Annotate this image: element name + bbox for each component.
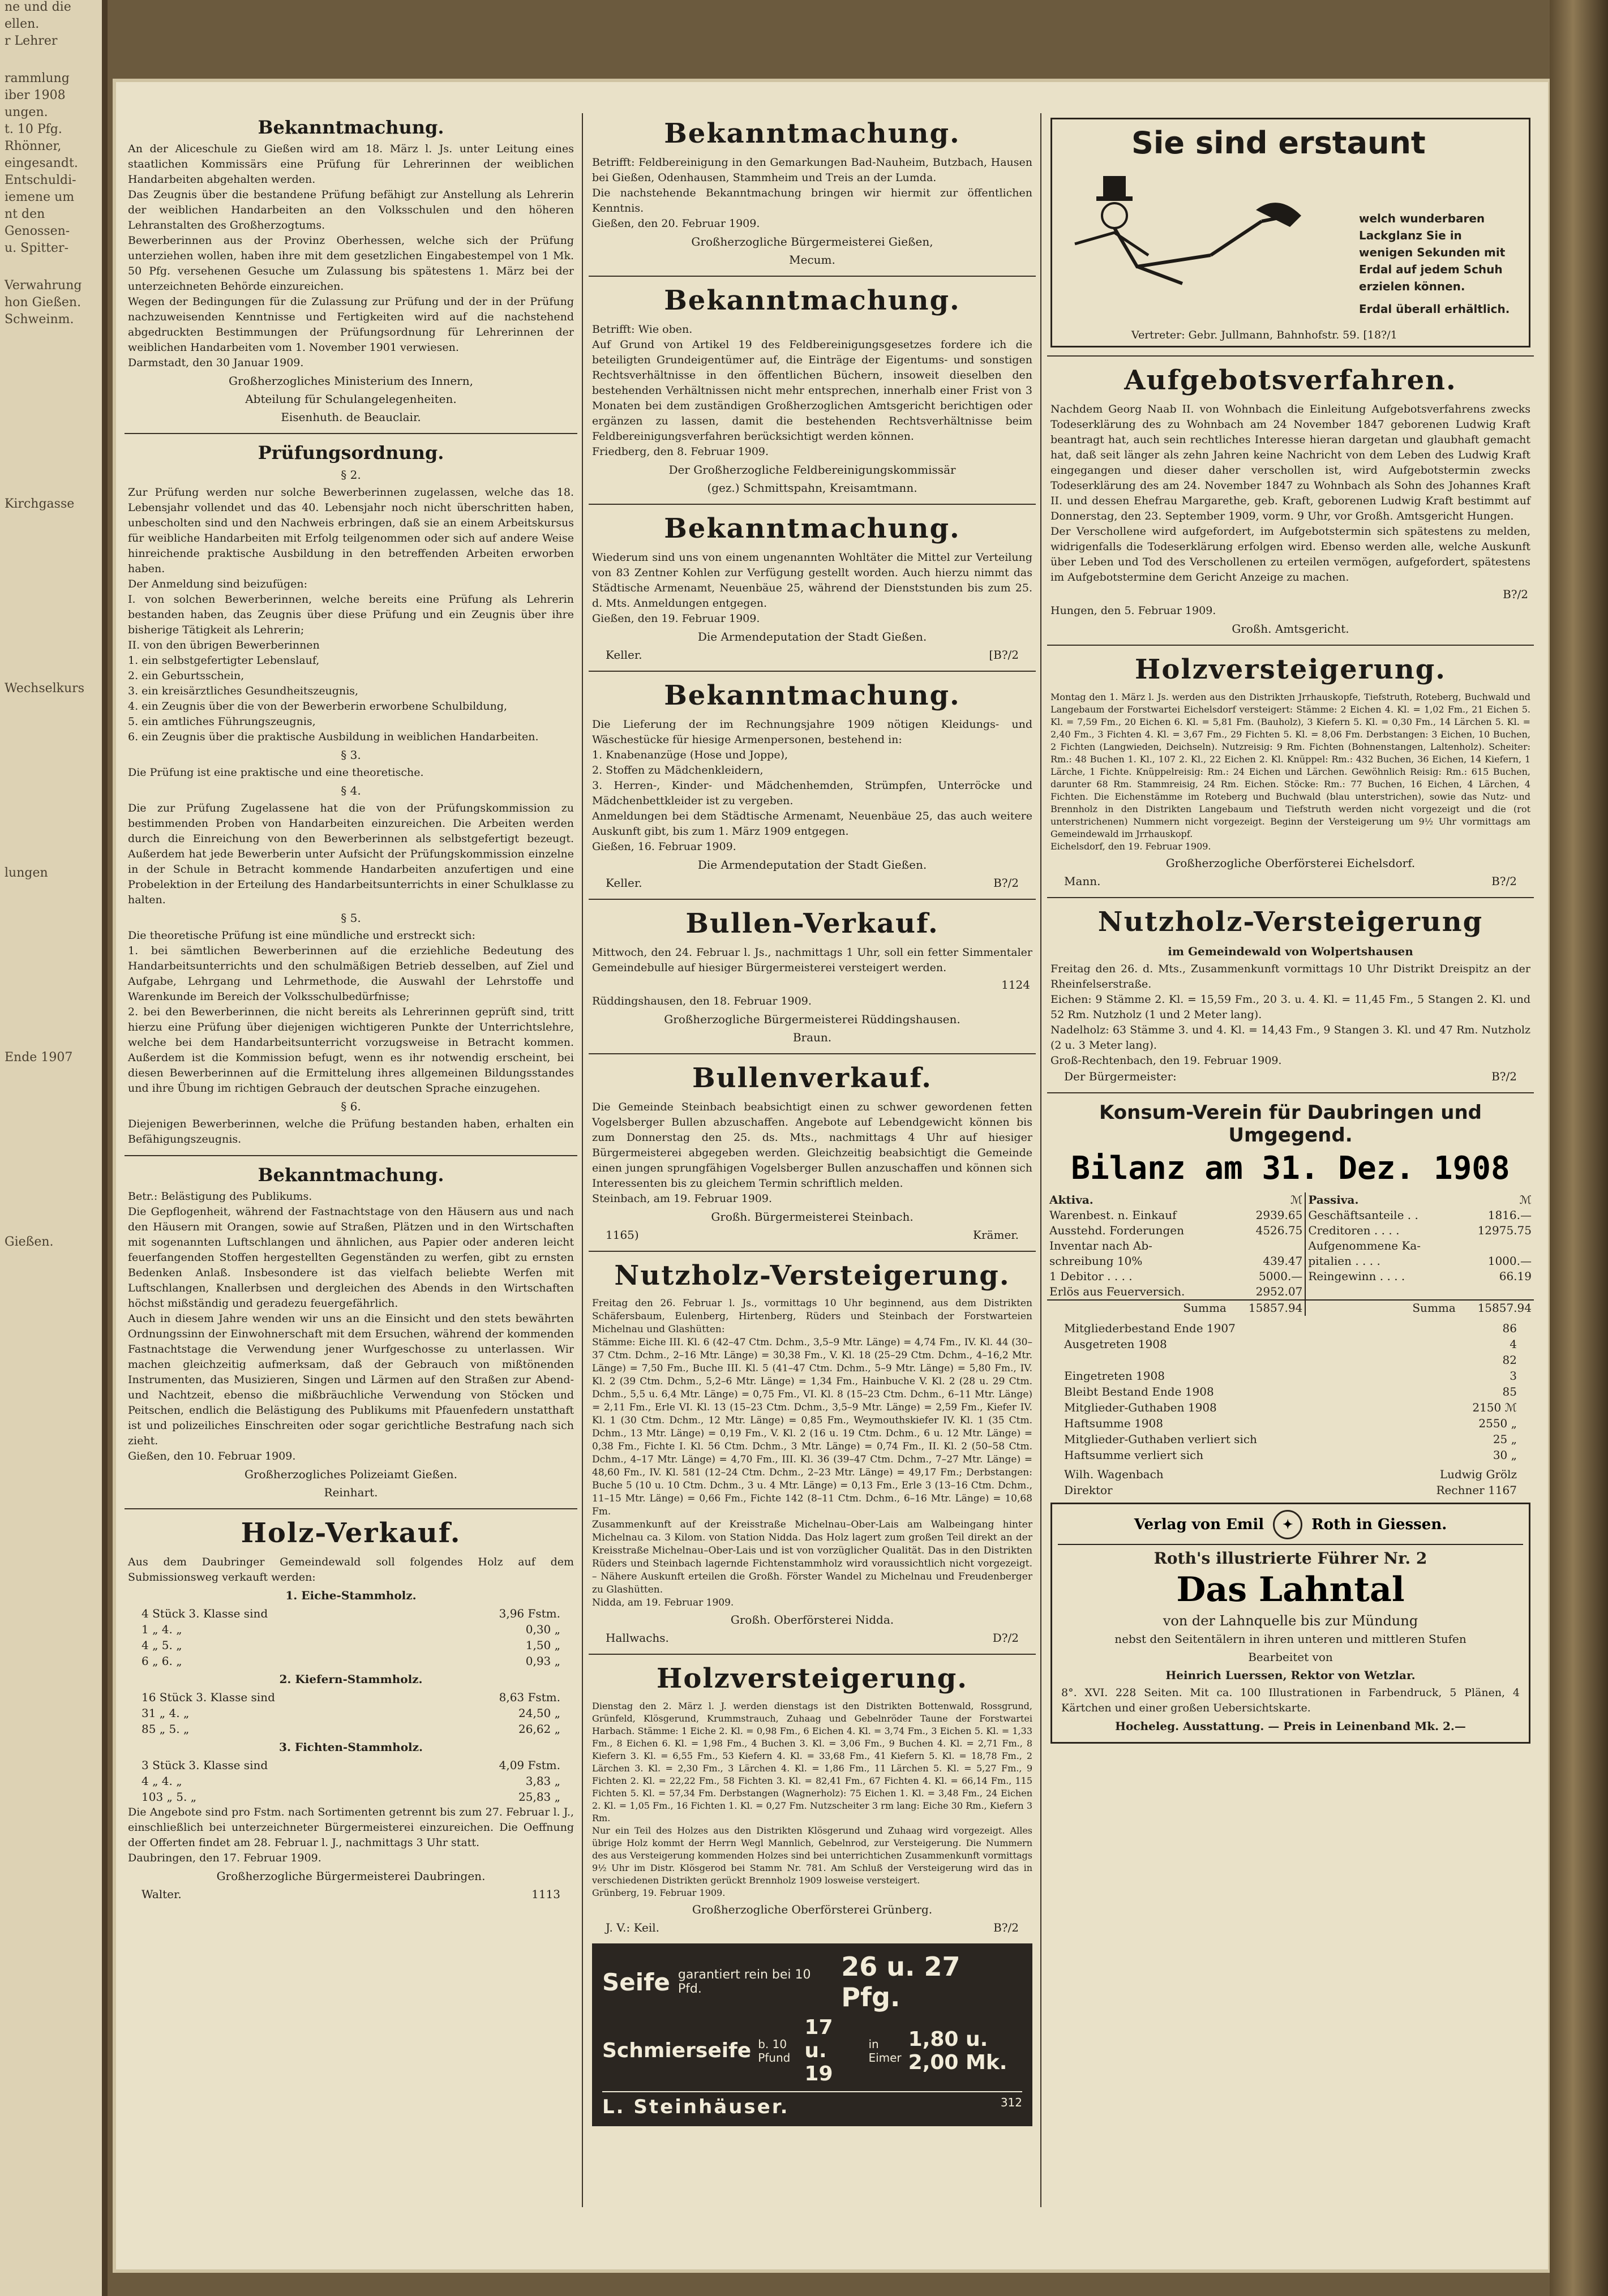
ad-title: Nutzholz-Versteigerung [1097, 906, 1483, 938]
man-with-shoe-illustration [1064, 170, 1324, 301]
notice-kohlen [589, 513, 1036, 663]
edge-line: iber 1908 [5, 88, 66, 102]
signature: Mann. [1064, 874, 1101, 888]
ad-holz-verkauf [125, 1517, 577, 1902]
paragraph: Aus dem Daubringer Gemeindewald soll folgendes Holz auf dem Submissionsweg verkauft werden: [128, 1556, 574, 1583]
product-price: 1,80 u. 2,00 Mk. [908, 2027, 1007, 2074]
subject-line: Betr.: Belästigung des Publikums. [128, 1190, 312, 1203]
authority: Der Großherzogliche Feldbereinigungskommissär [668, 463, 956, 477]
role: Direktor [1064, 1483, 1113, 1497]
bilanz-roles [1064, 1482, 1517, 1498]
wood-row: 85 „ 5. „ 26,62 „ [141, 1722, 560, 1736]
book-price: Hocheleg. Ausstattung. — Preis in Leinenband Mk. 2.— [1115, 1719, 1466, 1733]
notice-title: Prüfungsordnung. [258, 442, 444, 464]
column-rule [582, 113, 583, 2207]
ad-seife-steinhaeuser [592, 1943, 1032, 2126]
edge-line: Genossen- [5, 224, 70, 238]
list-item: II. von den übrigen Bewerberinnen [128, 639, 320, 651]
authority: Großherzogliche Bürgermeisterei Daubringen. [216, 1869, 486, 1883]
paragraph: Zusammenkunft auf der Kreisstraße Michelnau–Ober-Lais am Walbeingang hinter Michelnau ca. 3 Kilom. von Station Nidda. Das Holz lagert zum großen Teil direkt an der Kreisstraße Michelnau–Ober-Lais und ist von vorzüglicher Qualität. Das in den Distrikten Rüders und Steinbach lagernde Fichtenstammholz wird voraussichtlich nicht vorgezeigt. – Nähere Auskunft erteilen die Großh. Förster Wandel zu Michelnau und Freudenberger zu Glashütten. [592, 1519, 1032, 1595]
list-item: 4. ein Zeugnis über die von der Bewerberin erworbene Schulbildung, [128, 700, 508, 713]
ad-nutzholz-wolpertshausen [1047, 906, 1534, 1084]
authority: Großherzogliches Ministerium des Innern, [229, 374, 473, 388]
publisher-name: Verlag von Emil [1134, 1516, 1264, 1533]
divider [589, 899, 1036, 900]
paragraph: Eichen: 9 Stämme 2. Kl. = 15,59 Fm., 20 3. u. 4. Kl. = 11,45 Fm., 5 Stangen 2. Kl. und 52 Rm. Nutzholz (1 und 2 Meter lang). [1050, 993, 1530, 1021]
signature: J. V.: Keil. [606, 1921, 659, 1934]
paragraph: Freitag den 26. Februar l. Js., vormittags 10 Uhr beginnend, aus dem Distrikten Schäfersbaum, Eulenberg, Hirtenberg, Rüders und Steinbach der Forstwarteien Michelnau und Glashütten: [592, 1298, 1032, 1335]
ad-number: B?/2 [1491, 874, 1517, 888]
bilanz-row: Ausstehd. Forderungen 4526.75 Creditoren . . . . 12975.75 [1049, 1224, 1532, 1237]
ad-title: Sie sind erstaunt [1131, 125, 1426, 161]
ad-title: Bullen-Verkauf. [685, 908, 939, 939]
bilanz-table [1047, 1192, 1534, 1316]
member-row: Ausgetreten 1908 4 [1064, 1337, 1517, 1351]
place-date: Steinbach, am 19. Februar 1909. [592, 1192, 773, 1205]
signature: Hallwachs. [606, 1631, 669, 1645]
authority: Großh. Oberförsterei Nidda. [730, 1613, 894, 1626]
bilanz-header: Aktiva. ℳ Passiva. ℳ [1049, 1193, 1532, 1207]
wood-row: 3 Stück 3. Klasse sind 4,09 Fstm. [141, 1758, 560, 1772]
paragraph: Nachdem Georg Naab II. von Wohnbach die Einleitung Aufgebotsverfahrens zwecks Todeserklärung des zu Wohnbach am 24 November 1847 geborenen Ludwig Kraft beantragt hat, auch sein rechtliches Interesse hieran dargetan und glaubhaft gemacht hat, daß seit länger als zehn Jahren keine Nachricht von dem Leben des Ludwig Kraft eingegangen und dieser daher verschollen ist, wird Aufgebotstermin zwecks Todeserklärung des am 24. November 1847 zu Wohnbach als Sohn des Johannes Kraft II. und dessen Ehefrau Margarethe, geb. Kraft, geborenen Ludwig Kraft bestimmt auf Donnerstag, den 23. September 1909, vorm. 9 Uhr, vor Großh. Amtsgericht Hungen. [1050, 403, 1530, 522]
authority: Großherzogliches Polizeiamt Gießen. [244, 1467, 458, 1481]
divider [589, 276, 1036, 277]
authority: Großh. Amtsgericht. [1232, 622, 1349, 636]
divider [125, 1155, 577, 1156]
publisher-logo-icon: ✦ [1273, 1510, 1302, 1539]
edge-line: Kirchgasse [5, 497, 75, 511]
authority: Großh. Bürgermeisterei Steinbach. [711, 1210, 914, 1224]
divider [589, 504, 1036, 505]
column-right [1047, 113, 1534, 2207]
ad-number: 312 [1000, 2096, 1022, 2109]
place-date: Hungen, den 5. Februar 1909. [1050, 604, 1216, 617]
divider [589, 1251, 1036, 1252]
paragraph: Die zur Prüfung Zugelassene hat die von der Prüfungskommission zu bestimmenden Proben von Handarbeiten einzureichen. Die Arbeiten werden durch die Einreichung von den Bewerberinnen als selbstgefertigt bezeugt. Außerdem hat jede Bewerberin unter Aufsicht der Prüfungskommission einzelne in der Schule in Betracht kommende Handarbeiten anzufertigen und eine Probelektion in der Erteilung des Handarbeitsunterrichts in einer Schulklasse zu halten. [128, 802, 574, 906]
member-row: Haftsumme verliert sich 30 „ [1064, 1448, 1517, 1462]
authority: Großherzogliche Bürgermeisterei Gießen, [691, 235, 933, 248]
signature: Keller. [606, 876, 642, 890]
ad-subtitle: im Gemeindewald von Wolpertshausen [1168, 945, 1413, 958]
paragraph: Der Anmeldung sind beizufügen: [128, 578, 308, 590]
notice-feldbereinigung [589, 118, 1036, 268]
ad-number: 1165) [606, 1228, 639, 1242]
edge-line: eingesandt. [5, 156, 78, 170]
publisher-city: Roth in Giessen. [1311, 1516, 1447, 1533]
member-row: Mitglieder-Guthaben verliert sich 25 „ [1064, 1432, 1517, 1446]
wood-row: 4 Stück 3. Klasse sind 3,96 Fstm. [141, 1607, 560, 1620]
product-note: in Eimer [868, 2037, 902, 2065]
divider [1047, 355, 1534, 357]
ad-title: Holz-Verkauf. [241, 1517, 461, 1549]
role: Rechner [1436, 1483, 1485, 1497]
ad-nutzholz-nidda [589, 1260, 1036, 1646]
edge-line: t. 10 Pfg. [5, 122, 62, 136]
member-row: Mitgliederbestand Ende 1907 86 [1064, 1321, 1517, 1335]
book-details: 8°. XVI. 228 Seiten. Mit ca. 100 Illustrationen in Farbendruck, 5 Plänen, 4 Kärtchen und einer großen Uebersichtskarte. [1061, 1686, 1520, 1714]
book-binding-edge [1550, 0, 1608, 2296]
paragraph: Die Gepflogenheit, während der Fastnachtstage von den Häusern aus und nach den Häusern mit Orangen, sowie auf Straßen, Plätzen und in den Wirtschaften mit sogenannten Luftschlangen und ähnlichen, aus Papier oder anderen leicht feuerfangenden Stoffen hergestellten Gegenständen zu werfen, gibt zu ernsten Bedenken Anlaß. Insbesondere ist das vielfach beliebte Werfen mit Luftschlangen, Knallerbsen und dergleichen des Abends in den Wirtschaften höchst mißständig und geradezu feuergefährlich. [128, 1205, 574, 1310]
pruefungsordnung [125, 442, 577, 1147]
divider [589, 1053, 1036, 1054]
list-item: 5. ein amtliches Führungszeugnis, [128, 715, 316, 728]
place-date: Darmstadt, den 30 Januar 1909. [128, 357, 304, 369]
list-item: 6. ein Zeugnis über die praktische Ausbildung in weiblichen Handarbeiten. [128, 731, 539, 743]
signature: Krämer. [973, 1228, 1019, 1242]
subject-line: Betrifft: Feldbereinigung in den Gemarkungen Bad-Nauheim, Butzbach, Hausen bei Gießen, Odenhausen, Stammheim und Treis an der Lumda. [592, 156, 1032, 184]
divider [1047, 645, 1534, 646]
wood-group-title: 3. Fichten-Stammholz. [279, 1740, 423, 1754]
book-subtitle: nebst den Seitentälern in ihren unteren und mittleren Stufen [1114, 1632, 1467, 1646]
edge-line: hon Gießen. [5, 295, 82, 310]
paragraph: Die Prüfung ist eine praktische und eine theoretische. [128, 766, 424, 779]
notice-body [128, 485, 574, 745]
signature: Braun. [792, 1031, 832, 1044]
edge-line: u. Spitter- [5, 241, 68, 255]
wood-row: 31 „ 4. „ 24,50 „ [141, 1706, 560, 1720]
edge-line: iemene um [5, 190, 75, 204]
divider [1047, 1092, 1534, 1093]
ad-holzversteigerung-gruenberg [589, 1663, 1036, 1935]
signature: (gez.) Schmittspahn, Kreisamtmann. [707, 481, 917, 495]
edge-line: Rhönner, [5, 139, 62, 153]
ad-bullenverkauf-steinbach [589, 1062, 1036, 1243]
wood-row: 16 Stück 3. Klasse sind 8,63 Fstm. [141, 1690, 560, 1704]
edge-line: rammlung [5, 71, 70, 85]
paragraph: Dienstag den 2. März l. J. werden dienstags ist den Distrikten Bottenwald, Rossgrund, Grünfeld, Klösgerund, Krummstrauch, Zuhaag und Gebelnröder Taune der Forstwartei Harbach. Stämme: 1 Eiche 2. Kl. = 0,98 Fm., 6 Eichen 4. Kl. = 3,74 Fm., 3 Eichen 5. Kl. = 1,33 Fm., 8 Eichen 6. Kl. = 1,98 Fm., 4 Buchen 3. Kl. = 3,06 Fm., 9 Buchen 4. Kl. = 2,71 Fm., 8 Kiefern 3. Kl. = 6,55 Fm., 53 Kiefern 4. Kl. = 33,68 Fm., 41 Kiefern 5. Kl. = 18,78 Fm., 2 Lärchen 3. Kl. = 2,30 Fm., 3 Lärchen 4. Kl. = 1,86 Fm., 11 Lärchen 5. Kl. = 5,27 Fm., 9 Fichten 2. Kl. = 22,22 Fm., 58 Fichten 3. Kl. = 82,41 Fm., 67 Fichten 4. Kl. = 66,14 Fm., 115 Fichten 5. Kl. = 57,34 Fm. Derbstangen (Wagnerholz): 75 Eichen 1. Kl. = 3,48 Fm., 24 Eichen 2. Kl. = 1,05 Fm., 16 Fichten 1. Kl. = 0,27 Fm. Nutzscheiter 3 rm lang: Eiche 30 Rm., Kiefern 3 Rm. [592, 1701, 1032, 1823]
konsum-verein-bilanz [1047, 1101, 1534, 1498]
column-middle [589, 113, 1036, 2207]
edge-line: ellen. [5, 17, 40, 31]
member-row: Eingetreten 1908 3 [1064, 1369, 1517, 1383]
notice-body [128, 141, 574, 371]
signature: Keller. [606, 648, 642, 662]
signature: Reinhart. [324, 1486, 378, 1499]
ad-erdal [1050, 118, 1530, 347]
place-date: Gießen, den 10. Februar 1909. [128, 1450, 296, 1462]
product-name: Seife [602, 1968, 670, 1996]
divider [1047, 897, 1534, 898]
edge-line: ne und die [5, 0, 71, 14]
list-item: 1. bei sämtlichen Bewerberinnen auf die erziehliche Bedeutung des Handarbeitsunterrichts und den schulmäßigen Betrieb desselben, auf Ziel und Aufgabe, Lehrgang und Lehrmethode, die Auswahl der Lehrstoffe und Warenkunde im Bereich der Volksschulbedürfnisse; [128, 945, 574, 1003]
adjacent-page-edge [0, 0, 108, 2296]
member-row: Bleibt Bestand Ende 1908 85 [1064, 1385, 1517, 1398]
paragraph: Montag den 1. März l. Js. werden aus den Distrikten Jrrhauskopfe, Tiefstruth, Roteberg, Buchwald und Langebaum der Forstwartei Eichelsdorf versteigert: Stämme: 2 Eichen 4. Kl. = 1,02 Fm., 21 Eichen 5. Kl. = 7,59 Fm., 20 Eichen 6. Kl. = 5,81 Fm. (Bauholz), 3 Kiefern 5. Kl. = 0,30 Fm., 14 Lärchen 5. Kl. = 2,40 Fm., 3 Fichten 4. Kl. = 3,67 Fm., 29 Fichten 5. Kl. = 8,06 Fm. Derbstangen: 3 Eichen, 10 Buchen, 2 Fichten (Langwieden, Deichseln). Nutzreisig: 9 Rm. Fichten (Bohnenstangen, Laltenholz). Scheiter: Rm.: 48 Buchen 1. Kl., 107 2. Kl., 22 Eichen 2. Kl. Knüppel: Rm.: 432 Buchen, 36 Eichen, 14 Kiefern, 1 Lärche, 1 Fichte. Knüppelreisig: Rm.: 24 Eichen und Lärchen. Gewöhnlich Reisig: Rm.: 615 Buchen, darunter 68 Rm. Stammreisig, 24 Rm. Eichen. Stöcke: Rm.: 77 Buchen, 16 Eichen, 4 Lärchen, 4 Fichten. Die Eichenstämme im Roteberg und Buchwald (blau unterstrichen), sowie das Nutz- und Brennholz in den Distrikten Langebaum und Tiefstruth werden nicht vorgezeigt und die (rot unterstrichenen) Nummern nicht vorgezeigt. Beginn der Versteigerung um 9½ Uhr vormittags am Gemeindewald im Jrrhauskopf. [1050, 692, 1530, 839]
ad-title: Nutzholz-Versteigerung. [614, 1260, 1010, 1291]
place-date: Gießen, 16. Februar 1909. [592, 840, 736, 853]
product-name: Schmierseife [602, 2039, 752, 2062]
list-item: 1. Knabenanzüge (Hose und Joppe), [592, 749, 788, 761]
notice-belaestigung [125, 1164, 577, 1500]
column-left [125, 113, 577, 2207]
list-item: I. von solchen Bewerberinnen, welche bereits eine Prüfung als Lehrerin bestanden haben, das Zeugnis über diese Prüfung und ein Zeugnis über ihre bisherige Tätigkeit als Lehrerin; [128, 593, 574, 636]
signature: Walter. [141, 1887, 182, 1901]
paragraph: Nur ein Teil des Holzes aus den Distrikten Klösgerund und Zuhaag wird vorgezeigt. Alles übrige Holz kommt der Herrn Wegl Mannlich, Gebelnrod, zur Versteigerung. Die Nummern des aus Versteigerung kommenden Holzes sind bei unterrichtichen Zusammenkunft vormittags 9½ Uhr im Distr. Klösgerod bei Stamm Nr. 781. Am Schluß der Versteigerung wird das in verschiedenen Distrikten gerückt Brennholz 1909 losweise versteigert. [592, 1825, 1032, 1886]
paragraph: Freitag den 26. d. Mts., Zusammenkunft vormittags 10 Uhr Distrikt Dreispitz an der Rheinfelserstraße. [1050, 963, 1530, 990]
notice-title: Aufgebotsverfahren. [1124, 364, 1457, 396]
edge-line: Schweinm. [5, 312, 74, 327]
bilanz-row: 1 Debitor . . . . 5000.— Reingewinn . . . . 66.19 [1049, 1269, 1532, 1283]
paragraph: Stämme: Eiche III. Kl. 6 (42–47 Ctm. Dchm., 3,5–9 Mtr. Länge) = 4,74 Fm., IV. Kl. 44 (30–37 Ctm. Dchm., 2–16 Mtr. Länge) = 30,38 Fm., V. Kl. 18 (25–29 Ctm. Dchm., 4–16,2 Mtr. Länge) = 7,50 Fm., Buche III. Kl. 5 (41–47 Ctm. Dchm., 5–9 Mtr. Länge) = 5,80 Fm., IV. Kl. 2 (39 Ctm. Dchm., 5,2–6 Mtr. Länge) = 1,34 Fm., Hainbuche V. Kl. 2 (28 u. 29 Ctm. Dchm., 5,5 u. 6,4 Mtr. Länge) = 0,75 Fm., VI. Kl. 8 (15–23 Ctm. Dchm., 6–11 Mtr. Länge) = 2,11 Fm., Erle VI. Kl. 13 (15–23 Ctm. Dchm., 3,5–9 Mtr. Länge) = 2,59 Fm., Kiefer IV. Kl. 1 (30 Ctm. Dchm., 12 Mtr. Länge) = 0,85 Fm., Weymouthskiefer IV. Kl. 1 (35 Ctm. Dchm., 13 Mtr. Länge) = 0,19 Fm., V. Kl. 2 (16 u. 19 Ctm. Dchm., 6 u. 12 Mtr. Länge) = 0,38 Fm., Fichte I. Kl. 56 Ctm. Dchm., 3 Mtr. Länge) = 0,74 Fm., II. Kl. 2 (50–58 Ctm. Dchm., 4–17 Mtr. Länge) = 4,70 Fm., III. Kl. 36 (39–47 Ctm. Dchm., 7–27 Mtr. Länge) = 48,60 Fm., IV. Kl. 581 (12–24 Ctm. Dchm., 2–23 Mtr. Länge) = 49,17 Fm.; Derbstangen: Buche 5 (10 u. 10 Ctm. Dchm., 3 u. 4 Mtr. Länge) = 0,13 Fm., Erle 3 (13–16 Ctm. Dchm., 11–15 Mtr. Länge) = 0,66 Fm., Fichte 142 (8–11 Ctm. Dchm., 6–16 Mtr. Länge) = 10,68 Fm. [592, 1337, 1032, 1517]
paragraph: Auch in diesem Jahre wenden wir uns an die Einsicht und den stets bewährten Ordnungssinn der Einwohnerschaft mit dem Ersuchen, während der kommenden Fastnachtstage die Verwendung jener Wurfgeschosse zu unterlassen. Wir machen gleichzeitig aufmerksam, daß der Gebrauch von mißtönenden Instrumenten, das Musizieren, Singen und Lärmen auf den Straßen zur Abend- und Nachtzeit, ebenso die mißbräuchliche Verwendung von Stöcken und Peitschen, endlich die Belästigung des Publikums mit Pfauenfedern unstatthaft ist und polizeiliches Einschreiten oder sogar gerichtliche Bestrafung nach sich zieht. [128, 1312, 574, 1447]
notice-wie-oben [589, 285, 1036, 496]
edge-line: nt den [5, 207, 45, 221]
wood-row: 1 „ 4. „ 0,30 „ [141, 1623, 560, 1636]
paragraph: Zur Prüfung werden nur solche Bewerberinnen zugelassen, welche das 18. Lebensjahr vollendet und das 40. Lebensjahr noch nicht überschritten haben, unbescholten sind und den Nachweis erbringen, daß sie an einem Arbeitskursus für weibliche Handarbeiten mit Erfolg teilgenommen oder sich auf andere Weise hinreichende praktische Ausbildung in den betreffenden Arbeiten erworben haben. [128, 486, 574, 575]
paragraph: Die theoretische Prüfung ist eine mündliche und erstreckt sich: [128, 929, 475, 942]
merchant-name: L. Steinhäuser. [602, 2096, 790, 2118]
authority: Die Armendeputation der Stadt Gießen. [697, 858, 927, 872]
place-date: Grünberg, 19. Februar 1909. [592, 1887, 726, 1898]
paragraph: Wiederum sind uns von einem ungenannten Wohltäter die Mittel zur Verteilung von 83 Zentner Kohlen zur Verfügung gestellt worden. Auch hierzu nimmt das Städtische Armenamt, Neuenbäue 25, während der Dienststunden bis zum 25. d. Mts. Anmeldungen entgegen. [592, 551, 1032, 610]
paragraph: Die Lieferung der im Rechnungsjahre 1909 nötigen Kleidungs- und Wäschestücke für hiesige Armenpersonen, bestehend in: [592, 718, 1032, 746]
place-date: Nidda, am 19. Februar 1909. [592, 1597, 734, 1608]
authority: Großherzogliche Oberförsterei Eichelsdorf. [1165, 856, 1416, 870]
ad-number: B?/2 [993, 876, 1019, 890]
wood-group-title: 2. Kiefern-Stammholz. [279, 1672, 423, 1686]
ad-number: B?/2 [1503, 587, 1528, 601]
signature: Eisenhuth. de Beauclair. [281, 410, 421, 424]
notice-title: Bekanntmachung. [664, 680, 960, 711]
authority: Großherzogliche Oberförsterei Grünberg. [692, 1903, 933, 1916]
ad-lahntal-fuehrer [1050, 1503, 1530, 1744]
place-date: Gießen, den 19. Februar 1909. [592, 612, 760, 625]
ad-holzversteigerung-eichelsdorf [1047, 654, 1534, 889]
list-item: 2. Stoffen zu Mädchenkleidern, [592, 764, 764, 776]
paragraph: Mittwoch, den 24. Februar l. Js., nachmittags 1 Uhr, soll ein fetter Simmentaler Gemeindebulle auf hiesiger Bürgermeisterei versteigert werden. [592, 946, 1032, 974]
bilanz-title: Konsum-Verein für Daubringen und Umgegend. [1099, 1101, 1482, 1147]
member-stats [1047, 1320, 1534, 1463]
member-row: Mitglieder-Guthaben 1908 2150 ℳ [1064, 1401, 1517, 1414]
bilanz-row: Inventar nach Ab- Aufgenommene Ka- [1047, 1238, 1534, 1254]
ad-number: 1124 [1001, 978, 1030, 992]
list-item: 1. ein selbstgefertigter Lebenslauf, [128, 654, 320, 667]
bilanz-row: schreibung 10% 439.47 pitalien . . . . 1000.— [1049, 1254, 1532, 1268]
column-rule [1040, 113, 1041, 2207]
ad-text: welch wunderbaren Lackglanz Sie in wenigen Sekunden mit Erdal auf jedem Schuh erzielen können. Erdal überall erhältlich. [1359, 212, 1510, 316]
divider [589, 1654, 1036, 1655]
ad-number: B?/2 [993, 1921, 1019, 1934]
paragraph: An der Aliceschule zu Gießen wird am 18. März l. Js. unter Leitung eines staatlichen Kommissärs eine Prüfung für Lehrerinnen der weiblichen Handarbeiten abgehalten werden. [128, 143, 574, 186]
ad-title: Holzversteigerung. [656, 1663, 968, 1694]
product-note: garantiert rein bei 10 Pfd. [677, 1968, 811, 1996]
place-date: Friedberg, den 8. Februar 1909. [592, 445, 769, 458]
ad-title: Bullenverkauf. [692, 1062, 932, 1094]
book-title: Das Lahntal [1176, 1570, 1405, 1610]
member-row: Haftsumme 1908 2550 „ [1064, 1417, 1517, 1430]
paragraph: Diejenigen Bewerberinnen, welche die Prüfung bestanden haben, erhalten ein Befähigungszeugnis. [128, 1118, 574, 1145]
notice-kleidung [589, 680, 1036, 891]
place-date: Groß-Rechtenbach, den 19. Februar 1909. [1050, 1054, 1282, 1067]
list-item: 2. bei den Bewerberinnen, die nicht bereits als Lehrerinnen geprüft sind, tritt hierzu eine Prüfung über diejenigen wichtigeren Punkte der Unterrichtslehre, welche bei dem Handarbeitsunterricht vorzugsweise in Betracht kommen. Außerdem ist die Kommission befugt, wenn es ihr notwendig erscheint, bei diesen Bewerberinnen auf die Ermittelung ihres allgemeinen Bildungsstandes und ihre Übung im richtigen Gebrauch der deutschen Sprache einzugehen. [128, 1006, 574, 1095]
authority: Die Armendeputation der Stadt Gießen. [697, 630, 927, 643]
paragraph: Wegen der Bedingungen für die Zulassung zur Prüfung und der in der Prüfung nachzuweisenden Kenntnisse und Fertigkeiten wird auf die nachstehend abgedruckten Bestimmungen der Prüfungsordnung für Lehrerinnen der weiblichen Handarbeiten vom 1. November 1901 verwiesen. [128, 295, 574, 354]
list-item: 2. ein Geburtsschein, [128, 670, 245, 682]
edge-line: Gießen. [5, 1235, 54, 1249]
paragraph: Die Angebote sind pro Fstm. nach Sortimenten getrennt bis zum 27. Februar l. J., einschließlich bei unterzeichneter Bürgermeisterei einzureichen. Die Oeffnung der Offerten findet am 28. Februar l. J., nachmittags 3 Uhr statt. [128, 1806, 574, 1849]
paragraph: Die Gemeinde Steinbach beabsichtigt einen zu schwer gewordenen fetten Vogelsberger Bullen abzuschaffen. Angebote auf Lebendgewicht können bis zum Donnerstag den 25. ds. Mts., nachmittags 4 Uhr auf hiesiger Bürgermeisterei abgegeben werden. Gleichzeitig beabsichtigt die Gemeinde einen jungen sprungfähigen Vogelsberger Bullen anzuschaffen und können sich Interessenten bis zu gleichem Termin schriftlich melden. [592, 1101, 1032, 1190]
ad-number: B?/2 [1491, 1070, 1517, 1083]
subject-line: Betrifft: Wie oben. [592, 323, 693, 336]
section-mark: § 3. [341, 748, 361, 762]
notice-title: Bekanntmachung. [664, 513, 960, 544]
edge-line: Verwahrung [5, 278, 82, 293]
bilanz-subtitle: Bilanz am 31. Dez. 1908 [1071, 1150, 1510, 1187]
section-mark: § 4. [341, 784, 361, 797]
signature: Wilh. Wagenbach [1064, 1467, 1164, 1481]
ad-number: [B?/2 [989, 648, 1019, 662]
wood-row: 6 „ 6. „ 0,93 „ [141, 1654, 560, 1668]
ad-number: D?/2 [992, 1631, 1019, 1645]
authority: Großherzogliche Bürgermeisterei Rüddingshausen. [664, 1012, 960, 1026]
edge-line: lungen [5, 866, 48, 880]
book-subtitle: von der Lahnquelle bis zur Mündung [1163, 1613, 1418, 1629]
edge-line: ungen. [5, 105, 48, 119]
book-author-label: Bearbeitet von [1248, 1650, 1333, 1664]
product-note: b. 10 Pfund [758, 2037, 791, 2065]
paragraph: Das Zeugnis über die bestandene Prüfung befähigt zur Anstellung als Lehrerin der weiblichen Handarbeiten an den Volksschulen und den höheren Lehranstalten des Großherzogtums. [128, 188, 574, 231]
bilanz-signatures [1064, 1466, 1517, 1482]
wood-group-title: 1. Eiche-Stammholz. [285, 1589, 417, 1602]
divider [125, 433, 577, 434]
bilanz-row: Warenbest. n. Einkauf 2939.65 Geschäftsanteile . . 1816.— [1049, 1208, 1532, 1222]
paragraph: Der Verschollene wird aufgefordert, im Aufgebotstermin sich spätestens zu melden, widrigenfalls die Todeserklärung erfolgen wird. Ebenso werden alle, welche Auskunft über Leben und Tod des Verschollenen zu erteilen vermögen, aufgefordert, spätestens im Aufgebotstermine dem Gericht Anzeige zu machen. [1050, 525, 1530, 583]
authority: Der Bürgermeister: [1064, 1070, 1177, 1083]
list-item: 3. Herren-, Kinder- und Mädchenhemden, Strümpfen, Unterröcke und Mädchenbettkleider ist zu vergeben. [592, 779, 1032, 807]
notice-title: Bekanntmachung. [664, 118, 960, 149]
divider [125, 1508, 577, 1509]
member-row: 82 [1502, 1353, 1517, 1367]
product-price: 26 u. 27 Pfg. [841, 1951, 960, 2012]
signature: Ludwig Grölz [1439, 1467, 1517, 1481]
ad-title: Holzversteigerung. [1134, 654, 1446, 685]
wood-row: 4 „ 5. „ 1,50 „ [141, 1638, 560, 1652]
edge-line: Wechselkurs [5, 681, 84, 696]
ad-number: 1167 [1488, 1483, 1517, 1497]
paragraph: Auf Grund von Artikel 19 des Feldbereinigungsgesetzes fordere ich die beteiligten Grundeigentümer auf, die Einträge der Eigentums- und sonstigen Rechtsverhältnisse in den öffentlichen Büchern, insoweit dieselben den bestehenden Verhältnissen nicht mehr entsprechen, innerhalb einer Frist von 3 Monaten bei dem zuständigen Großherzoglichen Amtsgericht berichtigen oder ergänzen zu lassen, damit die bestehenden Rechtsverhältnisse beim Feldbereinigungsverfahren berücksichtigt werden können. [592, 338, 1032, 443]
authority: Abteilung für Schulangelegenheiten. [245, 392, 457, 406]
paragraph: Nadelholz: 63 Stämme 3. und 4. Kl. = 14,43 Fm., 9 Stangen 3. Kl. und 47 Rm. Nutzholz (2 u. 3 Meter lang). [1050, 1024, 1530, 1052]
paragraph: Die nachstehende Bekanntmachung bringen wir hiermit zur öffentlichen Kenntnis. [592, 187, 1032, 214]
ad-footer: Vertreter: Gebr. Jullmann, Bahnhofstr. 59. [18?/1 [1131, 329, 1397, 341]
section-mark: § 6. [341, 1100, 361, 1113]
wood-row: 103 „ 5. „ 25,83 „ [141, 1790, 560, 1804]
place-date: Eichelsdorf, den 19. Februar 1909. [1050, 841, 1211, 852]
section-mark: § 2. [341, 468, 361, 482]
bilanz-row: Erlös aus Feuerversich. 2952.07 [1047, 1284, 1534, 1300]
notice-title: Bekanntmachung. [664, 285, 960, 316]
place-date: Daubringen, den 17. Februar 1909. [128, 1852, 321, 1864]
series-title: Roth's illustrierte Führer Nr. 2 [1154, 1549, 1427, 1568]
paragraph: Anmeldungen bei dem Städtische Armenamt, Neuenbäue 25, das auch weitere Auskunft gibt, bis zum 1. März 1909 entgegen. [592, 810, 1032, 838]
edge-line: Entschuldi- [5, 173, 76, 187]
notice-aliceschule [125, 117, 577, 425]
edge-line: Ende 1907 [5, 1050, 73, 1065]
place-date: Rüddingshausen, den 18. Februar 1909. [592, 995, 812, 1007]
section-mark: § 5. [341, 911, 361, 925]
notice-aufgebot [1047, 364, 1534, 637]
book-author: Heinrich Luerssen, Rektor von Wetzlar. [1165, 1668, 1416, 1682]
wood-row: 4 „ 4. „ 3,83 „ [141, 1774, 560, 1788]
paragraph: Bewerberinnen aus der Provinz Oberhessen, welche sich der Prüfung unterziehen wollen, haben ihre mit dem gesetzlichen Eingabestempel von 1 Mk. 50 Pfg. versehenen Gesuche um Zulassung bis spätestens 1. März bei der unterzeichneten Behörde einzureichen. [128, 234, 574, 293]
ad-number: 1113 [531, 1887, 560, 1901]
divider [589, 671, 1036, 672]
signature: Mecum. [789, 253, 835, 267]
ad-bullen-verkauf [589, 908, 1036, 1045]
newspaper-page [116, 82, 1548, 2269]
notice-title: Bekanntmachung. [258, 117, 444, 138]
bilanz-sum: Summa 15857.94 Summa 15857.94 [1047, 1300, 1534, 1316]
notice-title: Bekanntmachung. [258, 1164, 444, 1186]
place-date: Gießen, den 20. Februar 1909. [592, 217, 760, 230]
edge-line: r Lehrer [5, 34, 58, 48]
product-price: 17 u. 19 [804, 2016, 833, 2085]
list-item: 3. ein kreisärztliches Gesundheitszeugnis, [128, 685, 359, 697]
